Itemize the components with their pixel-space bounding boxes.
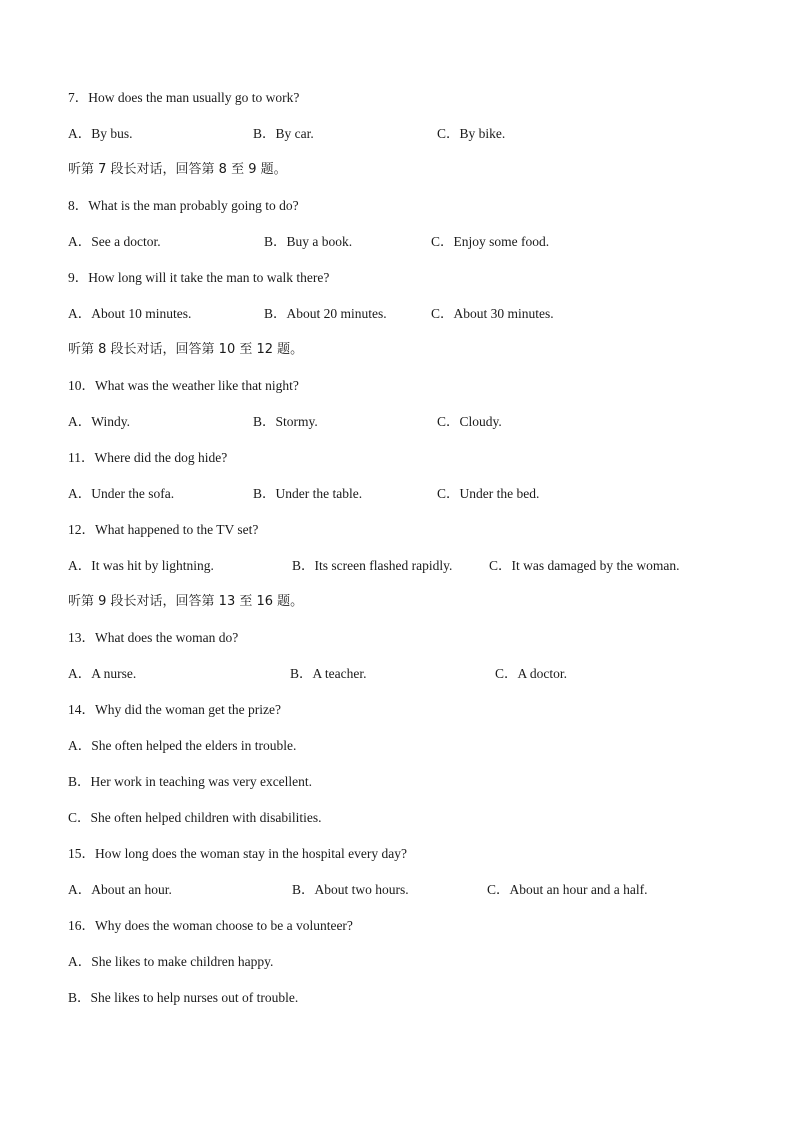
q14-option-a: A．She often helped the elders in trouble. xyxy=(68,738,297,753)
q7-option-a: A．By bus. xyxy=(68,126,133,141)
q12-option-c: C．It was damaged by the woman. xyxy=(489,558,680,573)
q14-question: 14．Why did the woman get the prize? xyxy=(68,702,281,717)
q14-option-b: B．Her work in teaching was very excellent. xyxy=(68,774,313,789)
q11-option-a: A．Under the sofa. xyxy=(68,486,175,501)
section-heading-7: 听第 7 段长对话，回答第 8 至 9 题。 xyxy=(68,162,287,177)
q10-question: 10．What was the weather like that night? xyxy=(68,378,299,393)
q8-question: 8．What is the man probably going to do? xyxy=(68,198,299,213)
q9-option-b: B．About 20 minutes. xyxy=(264,306,387,321)
q12-question: 12．What happened to the TV set? xyxy=(68,522,259,537)
q9-question: 9．How long will it take the man to walk there? xyxy=(68,270,330,285)
q15-option-c: C．About an hour and a half. xyxy=(487,882,648,897)
q9-option-c: C．About 30 minutes. xyxy=(431,306,554,321)
q10-option-a: A．Windy. xyxy=(68,414,130,429)
q7-question: 7．How does the man usually go to work? xyxy=(68,90,300,105)
q16-option-a: A．She likes to make children happy. xyxy=(68,954,274,969)
q12-option-a: A．It was hit by lightning. xyxy=(68,558,214,573)
q11-option-c: C．Under the bed. xyxy=(437,486,540,501)
q13-option-c: C．A doctor. xyxy=(495,666,568,681)
q8-option-a: A．See a doctor. xyxy=(68,234,161,249)
q10-option-c: C．Cloudy. xyxy=(437,414,502,429)
q16-question: 16．Why does the woman choose to be a volunteer? xyxy=(68,918,353,933)
q7-option-c: C．By bike. xyxy=(437,126,506,141)
q9-option-a: A．About 10 minutes. xyxy=(68,306,192,321)
q11-option-b: B．Under the table. xyxy=(253,486,363,501)
q15-option-b: B．About two hours. xyxy=(292,882,409,897)
q15-question: 15．How long does the woman stay in the hospital every day? xyxy=(68,846,407,861)
q15-option-a: A．About an hour. xyxy=(68,882,172,897)
q8-option-b: B．Buy a book. xyxy=(264,234,353,249)
q8-option-c: C．Enjoy some food. xyxy=(431,234,550,249)
q13-option-a: A．A nurse. xyxy=(68,666,137,681)
q13-question: 13．What does the woman do? xyxy=(68,630,239,645)
section-heading-9: 听第 9 段长对话，回答第 13 至 16 题。 xyxy=(68,594,304,609)
q7-option-b: B．By car. xyxy=(253,126,314,141)
q10-option-b: B．Stormy. xyxy=(253,414,318,429)
q13-option-b: B．A teacher. xyxy=(290,666,367,681)
section-heading-8: 听第 8 段长对话，回答第 10 至 12 题。 xyxy=(68,342,304,357)
q16-option-b: B．She likes to help nurses out of trouble. xyxy=(68,990,299,1005)
q11-question: 11．Where did the dog hide? xyxy=(68,450,228,465)
q14-option-c: C．She often helped children with disabilities. xyxy=(68,810,322,825)
q12-option-b: B．Its screen flashed rapidly. xyxy=(292,558,453,573)
